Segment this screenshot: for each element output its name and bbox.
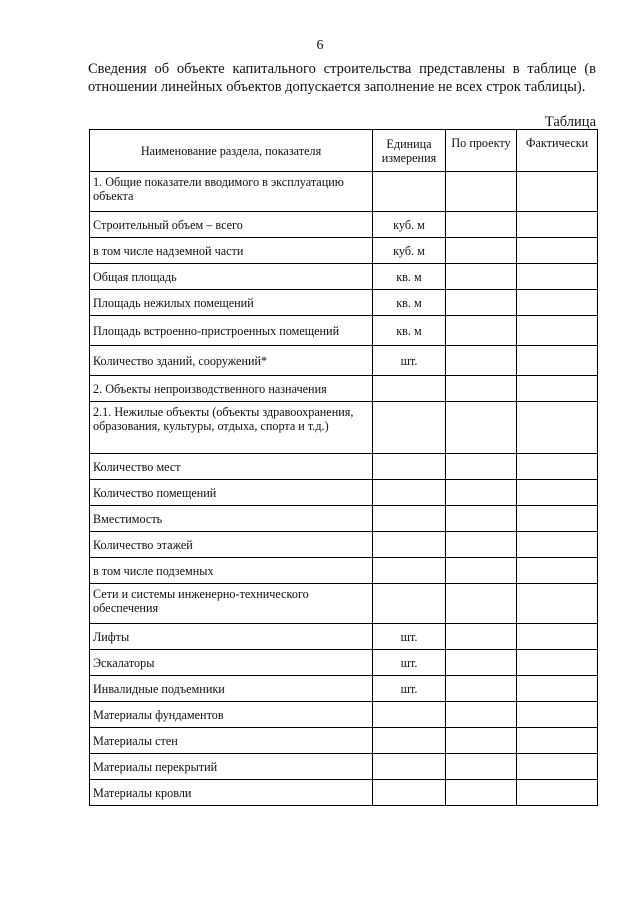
- row-unit-cell: [373, 480, 446, 506]
- row-by-project-cell[interactable]: [446, 454, 517, 480]
- row-actual-cell[interactable]: [517, 558, 598, 584]
- row-unit-cell: [373, 506, 446, 532]
- table-row: [90, 376, 598, 402]
- row-name-cell: Строительный объем – всего: [90, 212, 373, 238]
- row-actual-cell[interactable]: [517, 624, 598, 650]
- table-row: [90, 402, 598, 454]
- row-name-cell: Площадь встроенно-пристроенных помещений: [90, 316, 373, 346]
- table-row: [90, 780, 598, 806]
- intro-paragraph: Сведения об объекте капитального строительства представлены в таблице (в отношении линейных объектов допускается заполнение не всех строк таблицы).: [88, 61, 596, 95]
- row-name-cell: Количество этажей: [90, 532, 373, 558]
- row-unit-cell: [373, 402, 446, 454]
- row-actual-cell[interactable]: [517, 584, 598, 624]
- row-unit-cell: [373, 376, 446, 402]
- row-by-project-cell[interactable]: [446, 780, 517, 806]
- row-unit-cell: [373, 532, 446, 558]
- row-actual-cell[interactable]: [517, 172, 598, 212]
- row-by-project-cell[interactable]: [446, 558, 517, 584]
- table-row: [90, 754, 598, 780]
- row-name-cell: Количество зданий, сооружений*: [90, 346, 373, 376]
- table-row: [90, 650, 598, 676]
- row-name-cell: Вместимость: [90, 506, 373, 532]
- indicators-table: [89, 129, 598, 806]
- table-header-row: [90, 130, 598, 172]
- row-actual-cell[interactable]: [517, 264, 598, 290]
- table-row: [90, 290, 598, 316]
- row-by-project-cell[interactable]: [446, 172, 517, 212]
- row-unit-cell: [373, 584, 446, 624]
- table-row: [90, 728, 598, 754]
- row-name-cell: Общая площадь: [90, 264, 373, 290]
- row-by-project-cell[interactable]: [446, 480, 517, 506]
- row-unit-cell: [373, 754, 446, 780]
- row-by-project-cell[interactable]: [446, 376, 517, 402]
- table-row: [90, 172, 598, 212]
- row-unit-cell: шт.: [373, 624, 446, 650]
- row-actual-cell[interactable]: [517, 480, 598, 506]
- row-unit-cell: [373, 702, 446, 728]
- row-name-cell: Количество мест: [90, 454, 373, 480]
- row-unit-cell: кв. м: [373, 290, 446, 316]
- row-by-project-cell[interactable]: [446, 624, 517, 650]
- row-actual-cell[interactable]: [517, 212, 598, 238]
- row-unit-cell: [373, 454, 446, 480]
- row-unit-cell: шт.: [373, 650, 446, 676]
- row-unit-cell: [373, 172, 446, 212]
- header-section-name: Наименование раздела, показателя: [90, 130, 373, 172]
- row-by-project-cell[interactable]: [446, 754, 517, 780]
- table-row: [90, 676, 598, 702]
- row-by-project-cell[interactable]: [446, 650, 517, 676]
- header-by-project: По проекту: [446, 130, 517, 172]
- header-unit: Единица измерения: [373, 130, 446, 172]
- row-by-project-cell[interactable]: [446, 728, 517, 754]
- row-by-project-cell[interactable]: [446, 584, 517, 624]
- row-by-project-cell[interactable]: [446, 264, 517, 290]
- table-row: [90, 558, 598, 584]
- row-actual-cell[interactable]: [517, 454, 598, 480]
- row-unit-cell: куб. м: [373, 238, 446, 264]
- row-unit-cell: кв. м: [373, 316, 446, 346]
- table-caption: Таблица: [544, 114, 596, 130]
- row-name-cell: 2. Объекты непроизводственного назначения: [90, 376, 373, 402]
- row-actual-cell[interactable]: [517, 316, 598, 346]
- table-row: [90, 584, 598, 624]
- row-actual-cell[interactable]: [517, 376, 598, 402]
- row-unit-cell: [373, 728, 446, 754]
- row-actual-cell[interactable]: [517, 780, 598, 806]
- row-actual-cell[interactable]: [517, 702, 598, 728]
- row-actual-cell[interactable]: [517, 346, 598, 376]
- row-by-project-cell[interactable]: [446, 238, 517, 264]
- table-row: [90, 480, 598, 506]
- row-name-cell: Площадь нежилых помещений: [90, 290, 373, 316]
- row-actual-cell[interactable]: [517, 506, 598, 532]
- row-name-cell: Количество помещений: [90, 480, 373, 506]
- row-name-cell: Лифты: [90, 624, 373, 650]
- table-row: [90, 454, 598, 480]
- row-by-project-cell[interactable]: [446, 702, 517, 728]
- row-by-project-cell[interactable]: [446, 506, 517, 532]
- table-row: [90, 624, 598, 650]
- row-unit-cell: [373, 780, 446, 806]
- row-by-project-cell[interactable]: [446, 212, 517, 238]
- table-row: [90, 212, 598, 238]
- row-name-cell: в том числе подземных: [90, 558, 373, 584]
- row-name-cell: Материалы перекрытий: [90, 754, 373, 780]
- row-by-project-cell[interactable]: [446, 532, 517, 558]
- table-row: [90, 316, 598, 346]
- header-actual: Фактически: [517, 130, 598, 172]
- row-actual-cell[interactable]: [517, 238, 598, 264]
- row-actual-cell[interactable]: [517, 728, 598, 754]
- row-unit-cell: шт.: [373, 346, 446, 376]
- row-name-cell: Материалы фундаментов: [90, 702, 373, 728]
- row-unit-cell: куб. м: [373, 212, 446, 238]
- table-row: [90, 264, 598, 290]
- row-unit-cell: кв. м: [373, 264, 446, 290]
- table-row: [90, 532, 598, 558]
- table-row: [90, 238, 598, 264]
- row-unit-cell: [373, 558, 446, 584]
- row-by-project-cell[interactable]: [446, 346, 517, 376]
- row-actual-cell[interactable]: [517, 676, 598, 702]
- row-by-project-cell[interactable]: [446, 402, 517, 454]
- row-actual-cell[interactable]: [517, 754, 598, 780]
- row-name-cell: Эскалаторы: [90, 650, 373, 676]
- row-actual-cell[interactable]: [517, 650, 598, 676]
- row-name-cell: 2.1. Нежилые объекты (объекты здравоохранения, образования, культуры, отдыха, спорта и т.д.): [90, 402, 373, 454]
- row-actual-cell[interactable]: [517, 532, 598, 558]
- table-row: [90, 346, 598, 376]
- row-name-cell: Материалы стен: [90, 728, 373, 754]
- row-actual-cell[interactable]: [517, 290, 598, 316]
- row-name-cell: Инвалидные подъемники: [90, 676, 373, 702]
- row-name-cell: Материалы кровли: [90, 780, 373, 806]
- row-by-project-cell[interactable]: [446, 290, 517, 316]
- row-name-cell: в том числе надземной части: [90, 238, 373, 264]
- table-row: [90, 702, 598, 728]
- page-number: 6: [316, 38, 324, 53]
- row-unit-cell: шт.: [373, 676, 446, 702]
- row-actual-cell[interactable]: [517, 402, 598, 454]
- table-row: [90, 506, 598, 532]
- table-body: [90, 172, 598, 806]
- row-by-project-cell[interactable]: [446, 316, 517, 346]
- row-name-cell: 1. Общие показатели вводимого в эксплуатацию объекта: [90, 172, 373, 212]
- row-name-cell: Сети и системы инженерно-технического обеспечения: [90, 584, 373, 624]
- row-by-project-cell[interactable]: [446, 676, 517, 702]
